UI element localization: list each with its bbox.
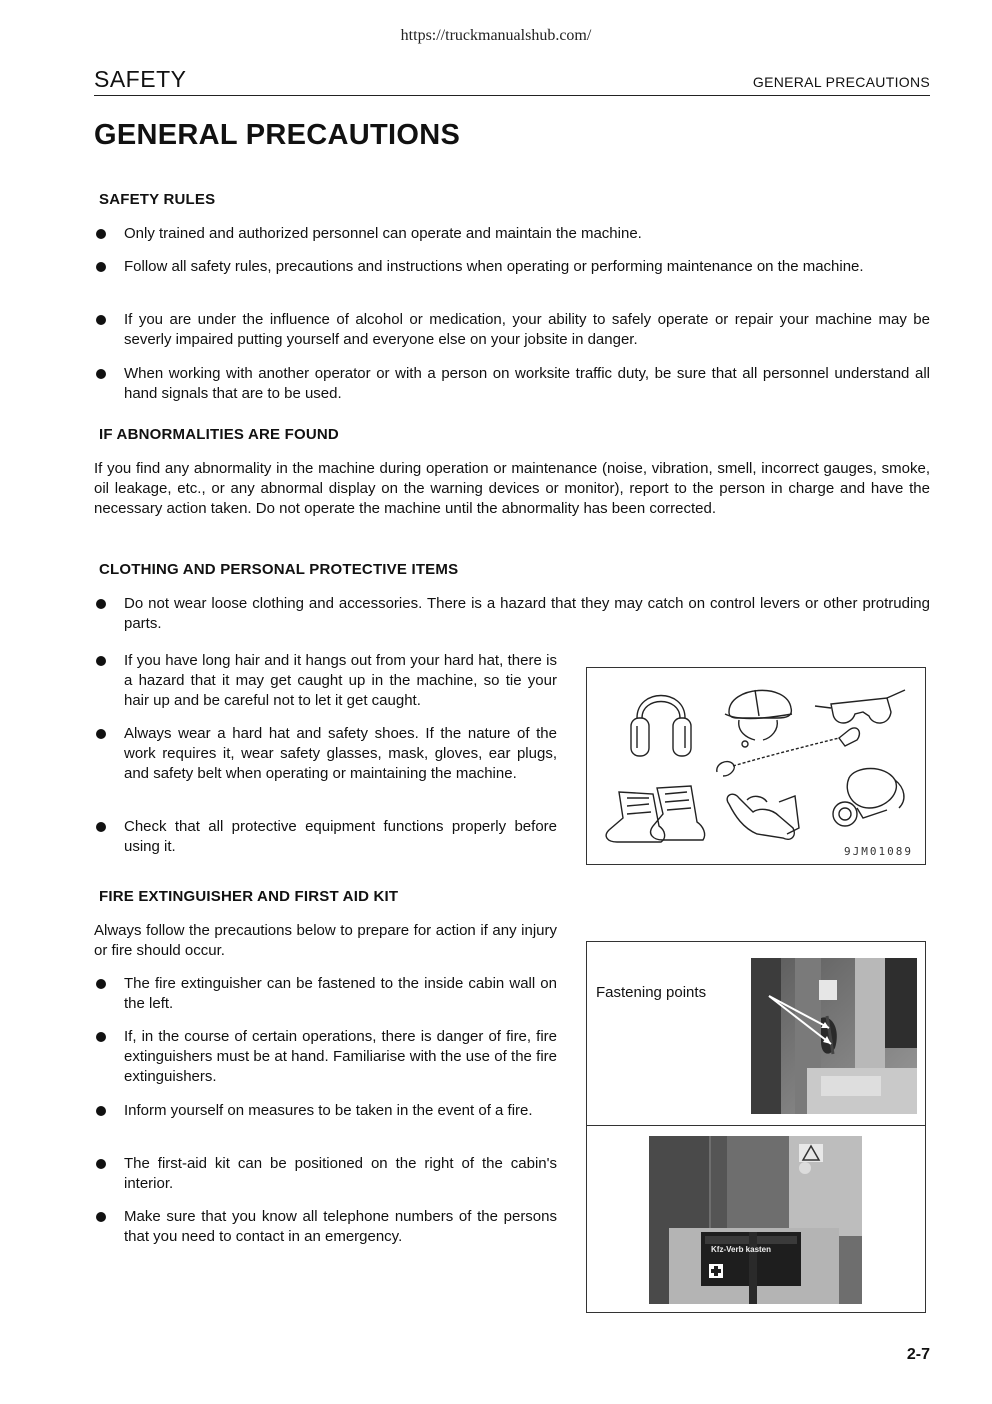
bullet-icon xyxy=(96,1106,106,1116)
clothing-heading: CLOTHING AND PERSONAL PROTECTIVE ITEMS xyxy=(99,561,459,578)
respirator-mask-icon xyxy=(833,769,904,827)
list-item: Make sure that you know all telephone numbers of the persons that you need to contact in an emergency. xyxy=(94,1207,557,1247)
abnormalities-heading: IF ABNORMALITIES ARE FOUND xyxy=(99,426,339,443)
bullet-icon xyxy=(96,656,106,666)
safety-boots-icon xyxy=(606,786,704,842)
gloves-icon xyxy=(727,794,799,839)
list-item: If you have long hair and it hangs out from your hard hat, there is a hazard that it may get caught up in the machine, so tie your hair up and be careful not to let it get caught. xyxy=(94,651,557,711)
first-aid-kit-figure xyxy=(586,1125,926,1313)
page-number: 2-7 xyxy=(906,1346,930,1363)
header-section: SAFETY xyxy=(94,66,187,92)
safety-belt-icon xyxy=(717,728,860,776)
fire-intro: Always follow the precautions below to prepare for action if any injury or fire should occur. xyxy=(94,922,557,959)
list-item: Check that all protective equipment functions properly before using it. xyxy=(94,817,557,857)
list-item: Follow all safety rules, precautions and instructions when operating or performing maintenance on the machine. xyxy=(94,257,930,277)
header-divider xyxy=(94,95,930,96)
list-item: The fire extinguisher can be fastened to the inside cabin wall on the left. xyxy=(94,974,557,1014)
header-chapter: GENERAL PRECAUTIONS xyxy=(752,74,930,90)
fire-heading: FIRE EXTINGUISHER AND FIRST AID KIT xyxy=(99,888,399,905)
list-item: When working with another operator or with a person on worksite traffic duty, be sure that all personnel understand all hand signals that are to be used. xyxy=(94,364,930,404)
bullet-icon xyxy=(96,822,106,832)
bullet-icon xyxy=(96,315,106,325)
safety-rules-heading: SAFETY RULES xyxy=(99,191,216,208)
bullet-icon xyxy=(96,1159,106,1169)
list-item: If you are under the influence of alcohol or medication, your ability to safely operate or repair your machine may be severly impaired putting yourself and everyone else on your jobsite in danger. xyxy=(94,310,930,350)
extinguisher-mount-photo xyxy=(751,958,917,1114)
safety-glasses-icon xyxy=(815,690,905,723)
bullet-icon xyxy=(96,1032,106,1042)
fastening-points-label: Fastening points xyxy=(596,984,707,1001)
bullet-icon xyxy=(96,729,106,739)
list-item: Inform yourself on measures to be taken in the event of a fire. xyxy=(94,1101,557,1121)
bullet-icon xyxy=(96,979,106,989)
figure-code: 9JM01089 xyxy=(844,845,913,858)
list-item: The first-aid kit can be positioned on the right of the cabin's interior. xyxy=(94,1154,557,1194)
list-item: Always wear a hard hat and safety shoes. If the nature of the work requires it, wear safety glasses, mask, gloves, ear plugs, and safety belt when operating or maintaining the machine. xyxy=(94,724,557,784)
hard-hat-icon xyxy=(725,690,792,747)
fastening-points-figure xyxy=(586,941,926,1127)
ear-muffs-icon xyxy=(631,696,691,757)
list-item: Only trained and authorized personnel can operate and maintain the machine. xyxy=(94,224,930,244)
abnormalities-text: If you find any abnormality in the machine during operation or maintenance (noise, vibration, smell, incorrect gauges, smoke, oil leakage, etc., or any abnormal display on the warning devices or monitor), report to the person in charge and have the necessary action taken. Do not operate the machine until the abnormality has been corrected. xyxy=(94,460,930,517)
protective-equipment-figure xyxy=(586,667,926,865)
bullet-icon xyxy=(96,369,106,379)
first-aid-kit-photo xyxy=(649,1136,862,1304)
bullet-icon xyxy=(96,229,106,239)
list-item: If, in the course of certain operations, there is danger of fire, fire extinguishers must be at hand. Familiarise with the use of the fire extinguishers. xyxy=(94,1027,557,1087)
list-item: Do not wear loose clothing and accessories. There is a hazard that they may catch on control levers or other protruding parts. xyxy=(94,594,930,634)
kit-label-text: Kfz-Verb kasten xyxy=(711,1245,772,1254)
bullet-icon xyxy=(96,599,106,609)
bullet-icon xyxy=(96,262,106,272)
page-title: GENERAL PRECAUTIONS xyxy=(94,119,461,151)
source-url[interactable]: https://truckmanualshub.com/ xyxy=(400,27,592,44)
protective-equipment-illustration xyxy=(587,668,925,864)
bullet-icon xyxy=(96,1212,106,1222)
